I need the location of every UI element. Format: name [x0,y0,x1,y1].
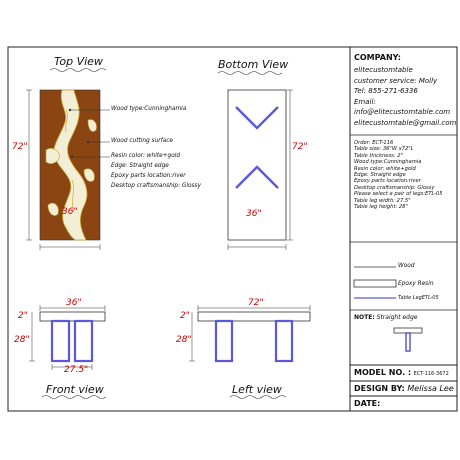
callout-resin-color: Resin color: white+gold [111,153,181,159]
model-value: ECT-116-3672 [413,371,449,377]
spec-item: Table leg height: 28" [354,204,408,211]
front-width-label: 36" [66,298,82,308]
company-line: customer service: Molly [354,76,438,85]
left-view-table [198,312,310,361]
company-line: Email: [354,97,376,106]
top-view-title: Top View [54,55,103,68]
note-section [354,314,417,321]
left-height-label: 28" [176,335,192,345]
company-email[interactable]: elitecustomtable@gmail.com [354,118,457,127]
callout-wood-surface: Wood cutting surface [111,138,173,144]
bottom-width-label: 36" [246,209,262,219]
legend-epoxy-label: Epoxy Resin [398,281,434,287]
left-width-label: 72" [248,298,264,308]
company-line: Tel: 855-271-6336 [354,87,418,95]
legend-wood-label: Wood [398,263,415,269]
model-label: MODEL NO. : [354,368,412,377]
bottom-view-underline [218,72,282,75]
legend-epoxy-box [354,280,396,287]
design-value: Melissa Lee [407,384,454,393]
company-line: elitecustomtable [354,66,413,74]
front-height-label: 28" [14,335,30,345]
spec-item: Desktop craftsmanship: Glossy [354,184,435,191]
date-row [354,399,380,408]
company-heading: COMPANY: [354,53,401,62]
model-row [354,368,449,377]
edge-profile-icon [394,328,422,351]
date-label: DATE: [354,399,381,408]
spec-list [354,140,443,210]
design-row [354,384,454,393]
callout-epoxy-location: Epoxy parts location:river [111,173,186,179]
top-width-label: 36" [62,207,78,217]
spec-item: Please select a pair of legs:ETL-05 [354,191,443,198]
top-view-table [40,90,100,240]
left-edge-label: 2" [180,311,190,321]
front-edge-label: 2" [18,311,28,321]
bottom-view-title: Bottom View [218,58,289,71]
left-view-title: Left view [232,383,282,396]
spec-item: Order: ECT-116 [354,140,394,146]
legend-swatches [354,267,396,298]
callout-wood-type: Wood type:Cunninghamia [111,106,187,112]
front-view-title: Front view [46,383,104,396]
callout-craftsmanship: Desktop craftsmanship: Glossy [111,183,201,189]
spec-item: Edge: Straight edge [354,172,406,179]
company-info [354,65,456,128]
note-text: Straight edge [376,314,418,321]
spec-item: Table thickness: 2" [354,152,403,159]
note-label: NOTE: [354,314,375,321]
design-label: DESIGN BY: [354,384,405,393]
front-view-table [40,312,105,361]
spec-item: Table leg width: 27.5" [354,197,411,204]
front-leg-span-label: 27.5" [64,365,89,375]
spec-item: Wood type:Cunninghamia [354,159,422,166]
top-height-label: 72" [12,142,28,152]
legend-leg-label: Table LegETL-05 [398,295,439,301]
spec-item: Resin color: white+gold [354,165,416,172]
callout-edge: Edge: Straight edge [111,163,169,169]
company-email[interactable]: info@elitecustomtable.com [354,108,451,116]
spec-item: Table size: 36"W x72"L [354,146,414,153]
top-view-underline [50,69,106,72]
bottom-height-label: 72" [292,142,308,152]
spec-item: Epoxy parts location:river [354,178,421,185]
